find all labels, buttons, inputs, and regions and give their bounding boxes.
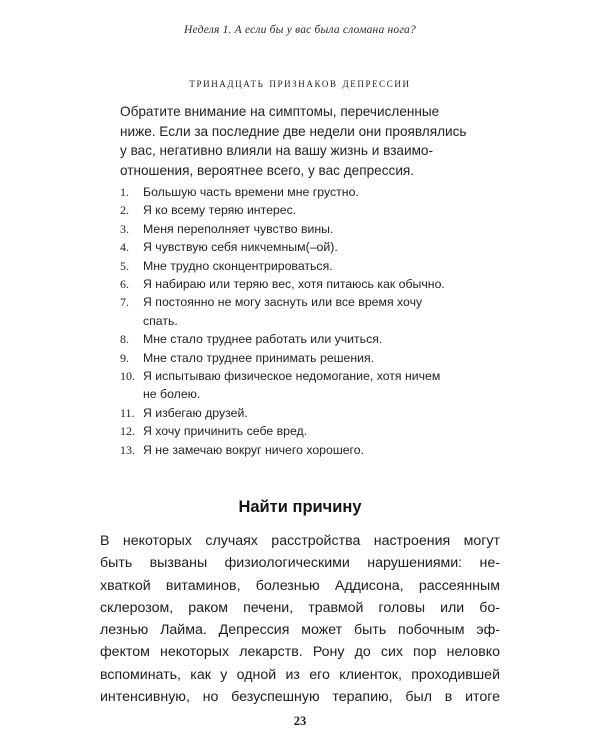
- paragraph-line: фектом некоторых лекарств. Рону до сих пор неловко: [100, 644, 500, 661]
- box-intro: [120, 102, 500, 180]
- page-number: 23: [293, 714, 307, 728]
- intro-line: отношения, вероятнее всего, у вас депрессия.: [120, 162, 415, 178]
- item-text: Я набираю или теряю вес, хотя питаюсь как обычно.: [143, 277, 445, 292]
- intro-line: у вас, негативно влияли на вашу жизнь и взаимо-: [120, 143, 434, 158]
- item-text: Я не замечаю вокруг ничего хорошего.: [143, 442, 365, 457]
- item-number: 8.: [120, 332, 129, 347]
- symptom-list: [120, 183, 500, 459]
- list-item: [120, 441, 500, 459]
- item-number: 3.: [120, 221, 129, 236]
- item-text: не болею.: [143, 387, 201, 402]
- item-text: Я ко всему теряю интерес.: [143, 203, 297, 218]
- paragraph-line: склерозом, раком печени, травмой головы или бо-: [100, 599, 500, 616]
- list-item: [120, 257, 500, 275]
- item-number: 1.: [120, 185, 129, 199]
- paragraph-line: вспоминать, как у одной из его клиенток, проходившей: [100, 666, 500, 683]
- list-item: [120, 367, 500, 404]
- list-item: [120, 220, 500, 238]
- list-item: [120, 422, 500, 440]
- list-item: [120, 349, 500, 367]
- item-text: Я постоянно не могу заснуть или все время хочу: [143, 295, 423, 310]
- item-text: Я избегаю друзей.: [143, 405, 248, 420]
- item-text: спать.: [143, 313, 178, 328]
- item-number: 9.: [120, 350, 129, 365]
- item-number: 13.: [120, 442, 135, 457]
- item-text: Большую часть времени мне грустно.: [143, 185, 359, 199]
- item-number: 5.: [120, 258, 129, 273]
- item-number: 7.: [120, 295, 129, 310]
- list-item: [120, 201, 500, 219]
- paragraph-line: хваткой витаминов, болезнью Аддисона, рассеянным: [100, 577, 500, 594]
- list-item: [120, 404, 500, 422]
- item-number: 12.: [120, 424, 135, 439]
- item-number: 10.: [120, 369, 135, 384]
- item-text: Я хочу причинить себе вред.: [143, 424, 308, 439]
- running-head: Неделя 1. А если бы у вас была сломана нога?: [184, 24, 416, 36]
- list-item: [120, 330, 500, 348]
- item-text: Я чувствую себя никчемным(–ой).: [143, 240, 338, 255]
- paragraph-line: интенсивную, но безуспешную терапию, был в итоге: [100, 689, 500, 706]
- item-text: Мне стало труднее принимать решения.: [143, 350, 375, 365]
- item-number: 2.: [120, 203, 129, 218]
- item-text: Меня переполняет чувство вины.: [143, 221, 334, 236]
- intro-line: Обратите внимание на симптомы, перечисленные: [120, 104, 440, 119]
- list-item: [120, 293, 500, 330]
- item-number: 4.: [120, 240, 129, 255]
- item-number: 11.: [120, 405, 135, 420]
- list-item: [120, 275, 500, 293]
- list-item: [120, 238, 500, 256]
- item-text: Мне трудно сконцентрироваться.: [143, 258, 333, 273]
- paragraph-line: лезнью Лайма. Депрессия может быть побочным эф-: [100, 622, 500, 639]
- box-title: тринадцать признаков депрессии: [189, 75, 411, 90]
- body-paragraph: [100, 530, 500, 708]
- item-text: Я испытываю физическое недомогание, хотя ничем: [143, 369, 441, 384]
- paragraph-line: быть вызваны физиологическими нарушениями: не-: [100, 555, 500, 572]
- item-text: Мне стало труднее работать или учиться.: [143, 332, 383, 347]
- section-heading: Найти причину: [238, 498, 362, 516]
- intro-line: ниже. Если за последние две недели они проявлялись: [120, 123, 467, 139]
- list-item: [120, 183, 500, 201]
- paragraph-line: В некоторых случаях расстройства настроения могут: [100, 533, 500, 549]
- item-number: 6.: [120, 277, 129, 292]
